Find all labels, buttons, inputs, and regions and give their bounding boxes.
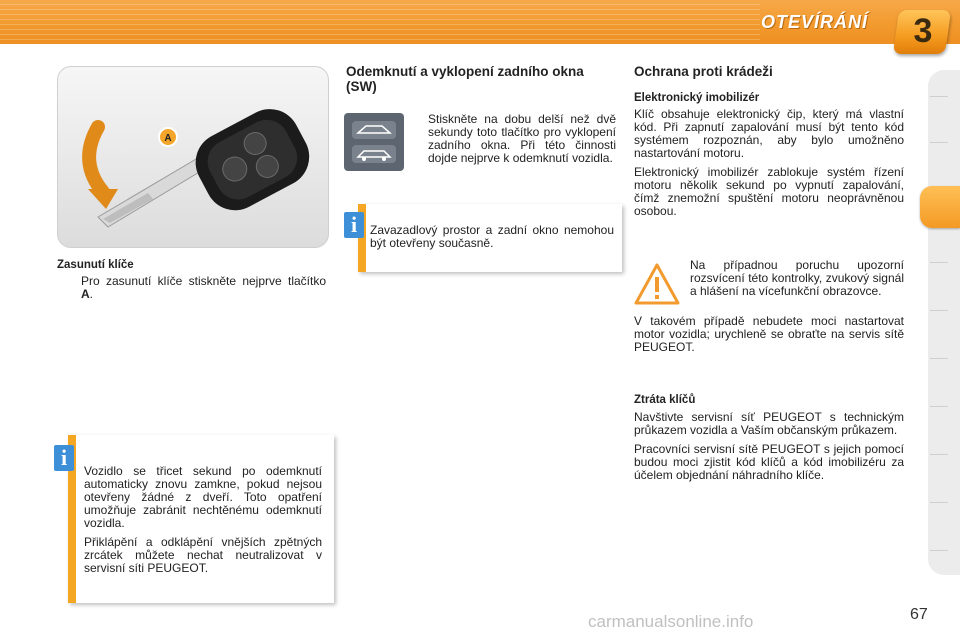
remote-key-icon <box>58 67 328 247</box>
mirror-folding-text: Přiklápění a odklápění vnějších zpětných zrcátek můžete nechat neutralizovat v servisní síti PEUGEOT. <box>84 535 322 575</box>
side-tab[interactable] <box>930 454 948 455</box>
rear-window-instruction: Stiskněte na dobu delší než dvě sekundy toto tlačítko pro vyklopení zadního okna. Při této činnosti dojde nejprve k odemknutí vozidla. <box>428 112 616 165</box>
side-tab[interactable] <box>930 358 948 359</box>
boot-window-text: Zavazadlový prostor a zadní okno nemohou být otevřeny současně. <box>370 223 614 250</box>
side-tab-active[interactable] <box>920 186 960 228</box>
page-number: 67 <box>910 606 928 623</box>
key-button-a-label: A <box>164 133 172 144</box>
fault-action-text: V takovém případě nebudete moci nastartovat motor vozidla; urychleně se obraťte na servis sítě PEUGEOT. <box>634 314 904 354</box>
info-box-auto-relock <box>68 435 334 603</box>
anti-theft-heading: Ochrana proti krádeži <box>634 64 773 79</box>
rear-window-heading: Odemknutí a vyklopení zadního okna (SW) <box>346 64 584 94</box>
immobiliser-heading: Elektronický imobilizér <box>634 92 760 104</box>
watermark-url: carmanualsonline.info <box>588 612 754 631</box>
lost-keys-visit-text: Navštivte servisní síť PEUGEOT s technickým průkazem vozidla a Vaším občanským průkazem. <box>634 410 904 437</box>
side-tab[interactable] <box>930 502 948 503</box>
side-tab[interactable] <box>930 96 948 97</box>
rear-window-button-icon <box>344 113 404 171</box>
warning-icon <box>634 262 680 306</box>
chapter-side-tabs <box>928 70 960 575</box>
info-icon: i <box>54 445 74 471</box>
lost-keys-code-text: Pracovníci servisní sítě PEUGEOT s jejich pomocí budou moci zjistit kód klíčů a kód imobilizéru za účelem objednání náhradního klíče. <box>634 442 904 482</box>
side-tab[interactable] <box>930 262 948 263</box>
side-tab[interactable] <box>930 550 948 551</box>
rear-window-button-image <box>344 113 404 171</box>
side-tab[interactable] <box>930 142 948 143</box>
insert-key-heading: Zasunutí klíče <box>57 259 134 271</box>
immobiliser-block-text: Elektronický imobilizér zablokuje systém řízení motoru několik sekund po vypnutí zapalování, čímž znemožní spuštění motoru neoprávněnou osobou. <box>634 165 904 218</box>
side-tab[interactable] <box>930 406 948 407</box>
immobiliser-chip-text: Klíč obsahuje elektronický čip, který má vlastní kód. Při zapnutí zapalování musí být tento kód systémem rozpoznán, aby bylo umožněno nastartování motoru. <box>634 107 904 160</box>
key-illustration <box>57 66 329 248</box>
header-stripes <box>0 0 760 44</box>
insert-key-instruction: Pro zasunutí klíče stiskněte nejprve tlačítko A. <box>81 274 326 301</box>
auto-relock-text: Vozidlo se třicet sekund po odemknutí automaticky znovu zamkne, pokud nejsou otevřeny žádné z dveří. Toto opatření umožňuje zabránit nechtěnému odemknutí vozidla. <box>84 464 322 530</box>
side-tab[interactable] <box>930 310 948 311</box>
lost-keys-heading: Ztráta klíčů <box>634 394 696 406</box>
chapter-number: 3 <box>913 12 933 50</box>
info-box-boot-window <box>358 204 622 272</box>
info-icon: i <box>344 212 364 238</box>
chapter-title: OTEVÍRÁNÍ <box>760 12 868 32</box>
warning-text: Na případnou poruchu upozorní rozsvícení této kontrolky, zvukový signál a hlášení na vícefunkční obrazovce. <box>690 258 904 298</box>
